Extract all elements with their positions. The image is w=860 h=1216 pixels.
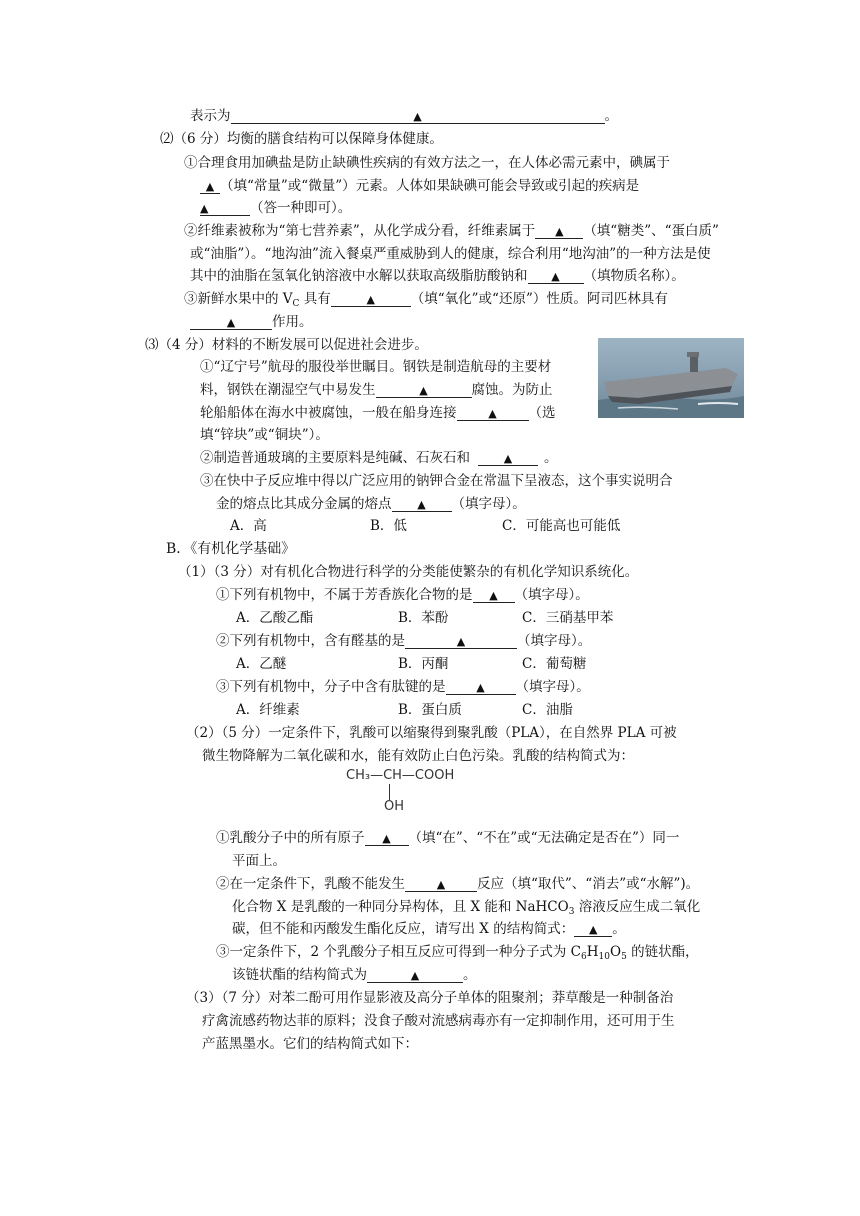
carrier-ship-icon [598, 338, 744, 418]
answer-blank[interactable]: ▲ [331, 289, 411, 307]
s3-options [230, 516, 620, 536]
structure-bond [389, 784, 390, 800]
answer-blank[interactable]: ▲ [200, 176, 220, 194]
option-c[interactable]: C．葡萄糖 [522, 656, 587, 672]
s3-item1-line3: 轮船船体在海水中被腐蚀，一般在船身连接 ▲ （选 [200, 405, 556, 421]
answer-blank[interactable]: ▲ [392, 494, 452, 512]
s2-item2-line1: ②纤维素被称为“第七营养素”，从化学成分看，纤维素属于 ▲ （填“糖类”、“蛋白质” [184, 223, 719, 239]
s2-item1-text: ①合理食用加碘盐是防止缺碘性疾病的有效方法之一，在人体必需元素中，碘属于 [184, 155, 670, 171]
structure-main-chain: CH₃—CH—COOH [346, 768, 455, 783]
b-q2-item3-line1: ③一定条件下，2 个乳酸分子相互反应可得到一种分子式为 $C_6H_{10}O_5$ 的链状酯， [216, 944, 699, 962]
structure-oh: OH [384, 799, 405, 814]
option-b[interactable]: B．蛋白质 [398, 702, 462, 718]
option-a[interactable]: A．乙醚 [236, 656, 287, 672]
answer-blank[interactable]: ▲ [535, 221, 583, 239]
s3-item3-line1: ③在快中子反应堆中得以广泛应用的钠钾合金在常温下呈液态，这个事实说明合 [200, 473, 673, 489]
answer-blank[interactable]: ▲ [478, 448, 538, 466]
option-b[interactable]: B．丙酮 [398, 656, 449, 672]
answer-blank[interactable]: ▲ [376, 380, 472, 398]
b-q1-heading: （1）（3 分）对有机化合物进行科学的分类能使繁杂的有机化学知识系统化。 [178, 564, 639, 580]
b-q1-item3: ③下列有机物中，分子中含有肽键的是 ▲ （填字母）。 [216, 679, 590, 695]
answer-line-structure: 表示为 ▲ 。 [190, 108, 618, 124]
answer-blank[interactable]: ▲ [574, 919, 612, 937]
option-c[interactable]: C．三硝基甲苯 [522, 610, 614, 626]
option-c[interactable]: C．油脂 [522, 702, 573, 718]
s2-item3-line1: ③新鲜水果中的 $V_C$ 具有 ▲ （填“氧化”或“还原”）性质。阿司匹林具有 [184, 291, 668, 309]
section-3-heading: ⑶（4 分）材料的不断发展可以促进社会进步。 [145, 337, 428, 353]
s2-item3-line2: ▲ 作用。 [190, 312, 313, 332]
b-q3-line1: （3）（7 分）对苯二酚可用作显影液及高分子单体的阻聚剂；莽草酸是一种制备治 [186, 990, 674, 1006]
b-q1-options3 [236, 700, 573, 720]
s2-item2-line3: 其中的油脂在氢氧化钠溶液中水解以获取高级脂肪酸钠和 ▲ （填物质名称）。 [190, 268, 685, 284]
s3-item1-line1: ①“辽宁号”航母的服役举世瞩目。钢铁是制造航母的主要材 [200, 359, 552, 375]
b-q1-options2 [236, 654, 586, 674]
answer-blank[interactable]: ▲ [365, 828, 409, 846]
b-q2-item3-line2: 该链状酯的结构简式为 ▲ 。 [232, 967, 477, 983]
b-q2-heading: （2）（5 分）一定条件下，乳酸可以缩聚得到聚乳酸（PLA），在自然界 PLA 可被 [186, 725, 677, 741]
answer-blank[interactable]: ▲ [200, 198, 250, 216]
answer-blank[interactable]: ▲ [367, 965, 463, 983]
b-q2-item1-line1: ①乳酸分子中的所有原子 ▲ （填“在”、“不在”或“无法确定是否在”）同一 [216, 830, 680, 846]
option-a[interactable]: A．纤维素 [236, 702, 300, 718]
answer-blank[interactable]: ▲ [231, 106, 605, 124]
answer-blank[interactable]: ▲ [405, 631, 517, 649]
s2-item2-line2: 或“油脂”）。“地沟油”流入餐桌严重威胁到人的健康，综合利用“地沟油”的一种方法是使 [190, 246, 711, 262]
b-q2-item2-line3: 碳，但不能和丙酸发生酯化反应，请写出 X 的结构简式： ▲ 。 [232, 921, 626, 937]
b-q2-item1-line2: 平面上。 [232, 853, 286, 869]
b-q2-heading-line2: 微生物降解为二氧化碳和水，能有效防止白色污染。乳酸的结构简式为： [202, 748, 634, 764]
answer-blank[interactable]: ▲ [405, 874, 477, 892]
b-q3-line2: 疗禽流感药物达菲的原料；没食子酸对流感病毒亦有一定抑制作用，还可用于生 [202, 1013, 675, 1029]
b-q2-item2-line1: ②在一定条件下，乳酸不能发生 ▲ 反应（填“取代”、“消去”或“水解”)。 [216, 876, 700, 892]
option-b[interactable]: B．低 [370, 518, 407, 534]
option-a[interactable]: A．乙酸乙酯 [236, 610, 314, 626]
s3-item2: ②制造普通玻璃的主要原料是纯碱、石灰石和 ▲ 。 [200, 450, 558, 466]
answer-blank[interactable]: ▲ [190, 312, 272, 330]
lactic-acid-structure [346, 768, 455, 814]
option-b[interactable]: B．苯酚 [398, 610, 449, 626]
answer-blank[interactable]: ▲ [528, 266, 584, 284]
aircraft-carrier-photo [598, 338, 744, 418]
b-q2-item2-line2: 化合物 X 是乳酸的一种同分异构体，且 X 能和 NaHCO$_3$ 溶液反应生成二氧化 [232, 899, 701, 917]
s2-item1-line2: ▲ （填“常量”或“微量”）元素。人体如果缺碘可能会导致或引起的疾病是 [200, 176, 639, 196]
answer-blank[interactable]: ▲ [473, 585, 515, 603]
s3-item3-line2: 金的熔点比其成分金属的熔点 ▲ （填字母）。 [216, 496, 526, 512]
b-q1-item1: ①下列有机物中，不属于芳香族化合物的是 ▲ （填字母）。 [216, 587, 589, 603]
section-2-heading: ⑵（6 分）均衡的膳食结构可以保障身体健康。 [160, 131, 443, 147]
b-q1-options1 [236, 608, 613, 628]
s3-item1-line2: 料，钢铁在潮湿空气中易发生 ▲ 腐蚀。为防止 [200, 382, 553, 398]
section-b-heading: B．《有机化学基础》 [166, 541, 296, 557]
b-q1-item2: ②下列有机物中，含有醛基的是 ▲ （填字母）。 [216, 633, 592, 649]
option-a[interactable]: A．高 [230, 518, 267, 534]
s3-item1-line4: 填“锌块”或“铜块”）。 [200, 427, 329, 443]
answer-blank[interactable]: ▲ [446, 677, 516, 695]
b-q3-line3: 产蓝黑墨水。它们的结构简式如下： [202, 1036, 418, 1052]
s2-item1-line3: ▲ （答一种即可）。 [200, 200, 352, 216]
answer-blank[interactable]: ▲ [457, 403, 529, 421]
option-c[interactable]: C．可能高也可能低 [502, 518, 621, 534]
